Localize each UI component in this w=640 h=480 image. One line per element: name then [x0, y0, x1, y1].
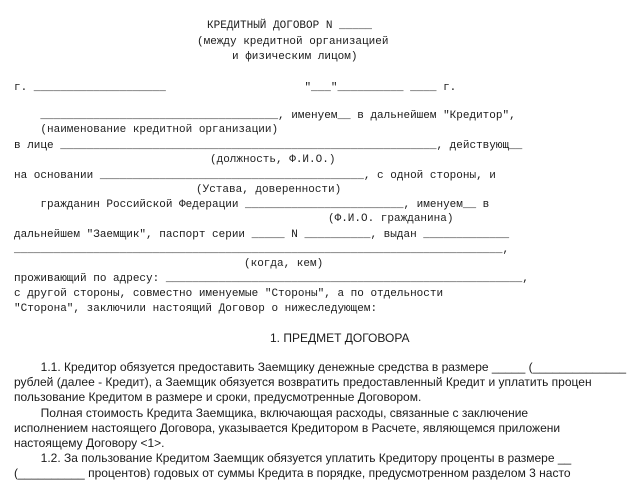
city-date-line: г. ____________________ "___"__________ ____ г. [14, 82, 457, 94]
representative-line: в лице _________________________________________________________, действующ__ [14, 140, 523, 152]
section-heading: 1. ПРЕДМЕТ ДОГОВОРА [270, 331, 410, 345]
contract-subtitle-line-2: и физическим лицом) [232, 51, 358, 63]
creditor-caption: (наименование кредитной организации) [14, 124, 279, 136]
creditor-line: ____________________________________, именуем__ в дальнейшем "Кредитор", [14, 110, 516, 122]
agreement-line: "Сторона", заключили настоящий Договор о нижеследующем: [14, 303, 378, 315]
passport-line: дальнейшем "Заемщик", паспорт серии _____ N __________, выдан _____________ [14, 229, 510, 241]
clause-1-2-line-1: 1.2. За пользование Кредитом Заемщик обязуется уплатить Кредитору проценты в размере __ [14, 451, 572, 465]
basis-line: на основании ________________________________________, с одной стороны, и [14, 170, 496, 182]
cost-paragraph-line-3: настоящему Договору <1>. [14, 436, 165, 450]
clause-1-1-line-3: пользование Кредитом в размере и сроки, предусмотренные Договором. [14, 390, 422, 404]
contract-title: КРЕДИТНЫЙ ДОГОВОР N _____ [207, 20, 373, 32]
citizen-caption: (Ф.И.О. гражданина) [328, 213, 454, 225]
parties-line: с другой стороны, совместно именуемые "Стороны", а по отдельности [14, 288, 444, 300]
contract-subtitle-line-1: (между кредитной организацией [197, 36, 389, 48]
clause-1-2-line-2: (__________ процентов) годовых от суммы Кредита в порядке, предусмотренном разделом 3 насто [14, 466, 571, 480]
citizen-line: гражданин Российской Федерации ________________________, именуем__ в [14, 199, 490, 211]
issued-by-line: __________________________________________________________________________, [14, 244, 510, 256]
clause-1-1-line-1: 1.1. Кредитор обязуется предоставить Заемщику денежные средства в размере _____ (______________ [14, 360, 627, 374]
cost-paragraph-line-1: Полная стоимость Кредита Заемщика, включающая расходы, связанные с заключение [14, 406, 529, 420]
issued-by-caption: (когда, кем) [244, 258, 324, 270]
clause-1-1-line-2: рублей (далее - Кредит), а Заемщик обязуется возвратить предоставленный Кредит и уплатить процен [14, 375, 592, 389]
address-line: проживающий по адресу: ______________________________________________________, [14, 273, 529, 285]
basis-caption: (Устава, доверенности) [196, 184, 342, 196]
cost-paragraph-line-2: исполнением настоящего Договора, указывается Кредитором в Расчете, являющемся приложени [14, 421, 561, 435]
representative-caption: (должность, Ф.И.О.) [210, 154, 336, 166]
